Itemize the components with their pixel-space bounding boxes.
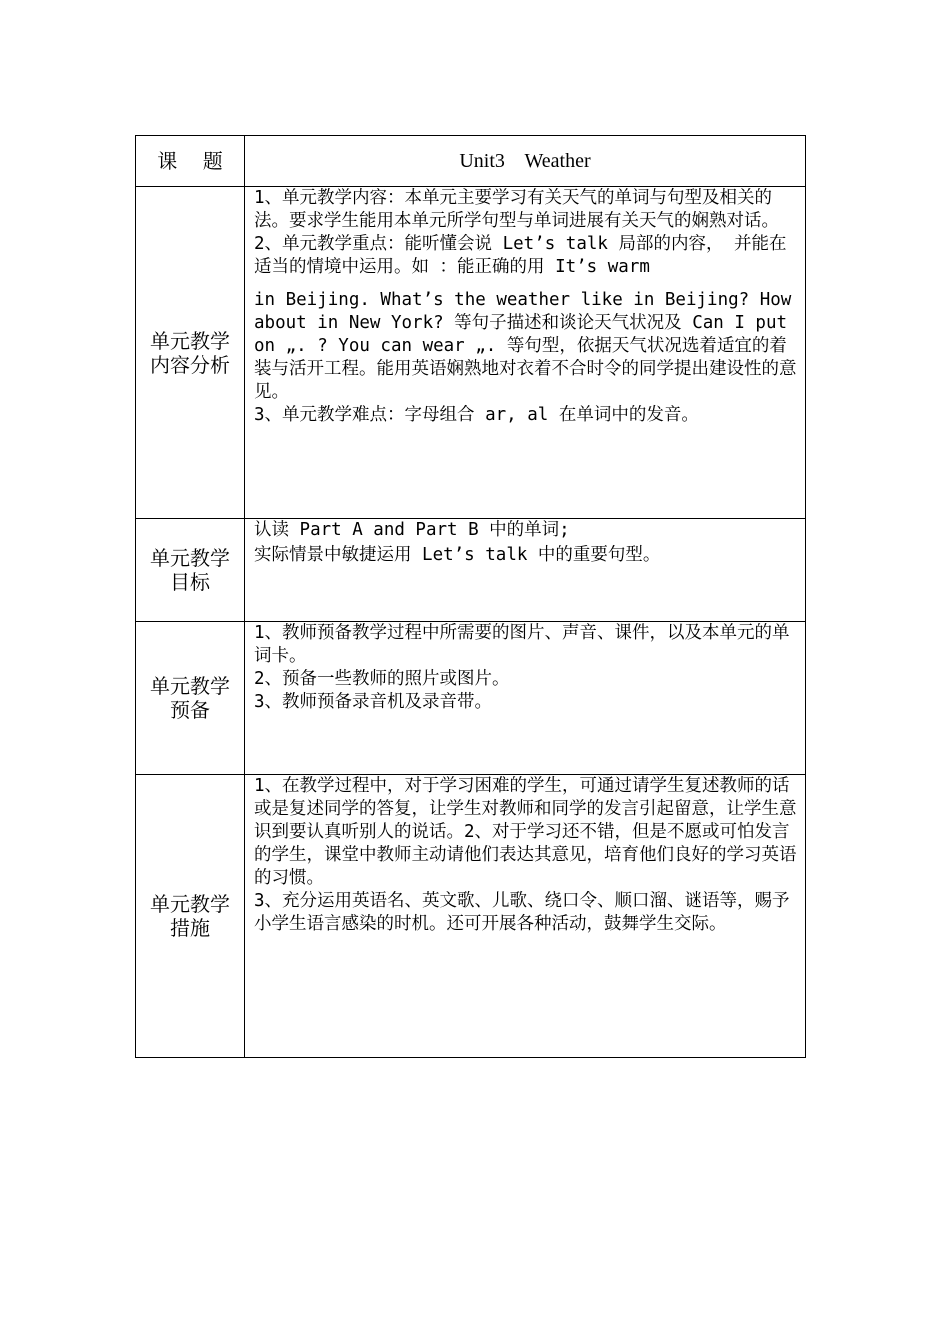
content-paragraph: 认读 Part A and Part B 中的单词;: [254, 520, 570, 540]
table-row: [136, 775, 806, 1058]
row-label: 单元教学目标: [136, 519, 245, 622]
lesson-plan-table: [135, 135, 806, 1058]
content-paragraph: 2、预备一些教师的照片或图片。: [254, 669, 510, 689]
content-paragraph: 1、单元教学内容：本单元主要学习有关天气的单词与句型及相关的法。要求学生能用本单元所学句型与单词进展有关天气的娴熟对话。: [254, 188, 779, 231]
table-header-row: [136, 136, 806, 187]
row-label: 单元教学措施: [136, 775, 245, 1058]
row-content: [245, 187, 806, 519]
row-content: [245, 519, 806, 622]
row-label: 单元教学内容分析: [136, 187, 245, 519]
content-paragraph: 3、教师预备录音机及录音带。: [254, 692, 493, 712]
content-paragraph: 1、教师预备教学过程中所需要的图片、声音、课件，以及本单元的单词卡。: [254, 623, 790, 666]
content-paragraph: 3、充分运用英语名、英文歌、儿歌、绕口令、顺口溜、谜语等，赐予小学生语言感染的时机。还可开展各种活动，鼓舞学生交际。: [254, 891, 790, 934]
table-row: [136, 622, 806, 775]
content-paragraph: 1、在教学过程中，对于学习困难的学生，可通过请学生复述教师的话或是复述同学的答复，让学生对教师和同学的发言引起留意，让学生意识到要认真听别人的说话。2、对于学习还不错，但是不愿或可怕发言的学生，课堂中教师主动请他们表达其意见，培育他们良好的学习英语的习惯。: [254, 776, 797, 888]
unit-title: Unit3 Weather: [245, 136, 806, 187]
row-label: 单元教学预备: [136, 622, 245, 775]
content-paragraph: 3、单元教学难点：字母组合 ar, al 在单词中的发音。: [254, 405, 699, 425]
table-row: [136, 519, 806, 622]
content-paragraph: 实际情景中敏捷运用 Let’s talk 中的重要句型。: [254, 545, 661, 565]
row-content: [245, 775, 806, 1058]
table-row: [136, 187, 806, 519]
content-paragraph: in Beijing. What’s the weather like in Beijing? How about in New York? 等句子描述和谈论天气状况及 Can I put on „. ? You can wear „. 等句型，依据天气状况选着适宜的着装与活开工程。能用英语娴熟地对衣着不合时令的同学提出建设性的意见。: [254, 290, 802, 402]
subject-label: 课 题: [136, 136, 245, 187]
content-paragraph: 2、单元教学重点：能听懂会说 Let’s talk 局部的内容， 并能在适当的情境中运用。如 ：能正确的用 It’s warm: [254, 234, 787, 277]
row-content: [245, 622, 806, 775]
